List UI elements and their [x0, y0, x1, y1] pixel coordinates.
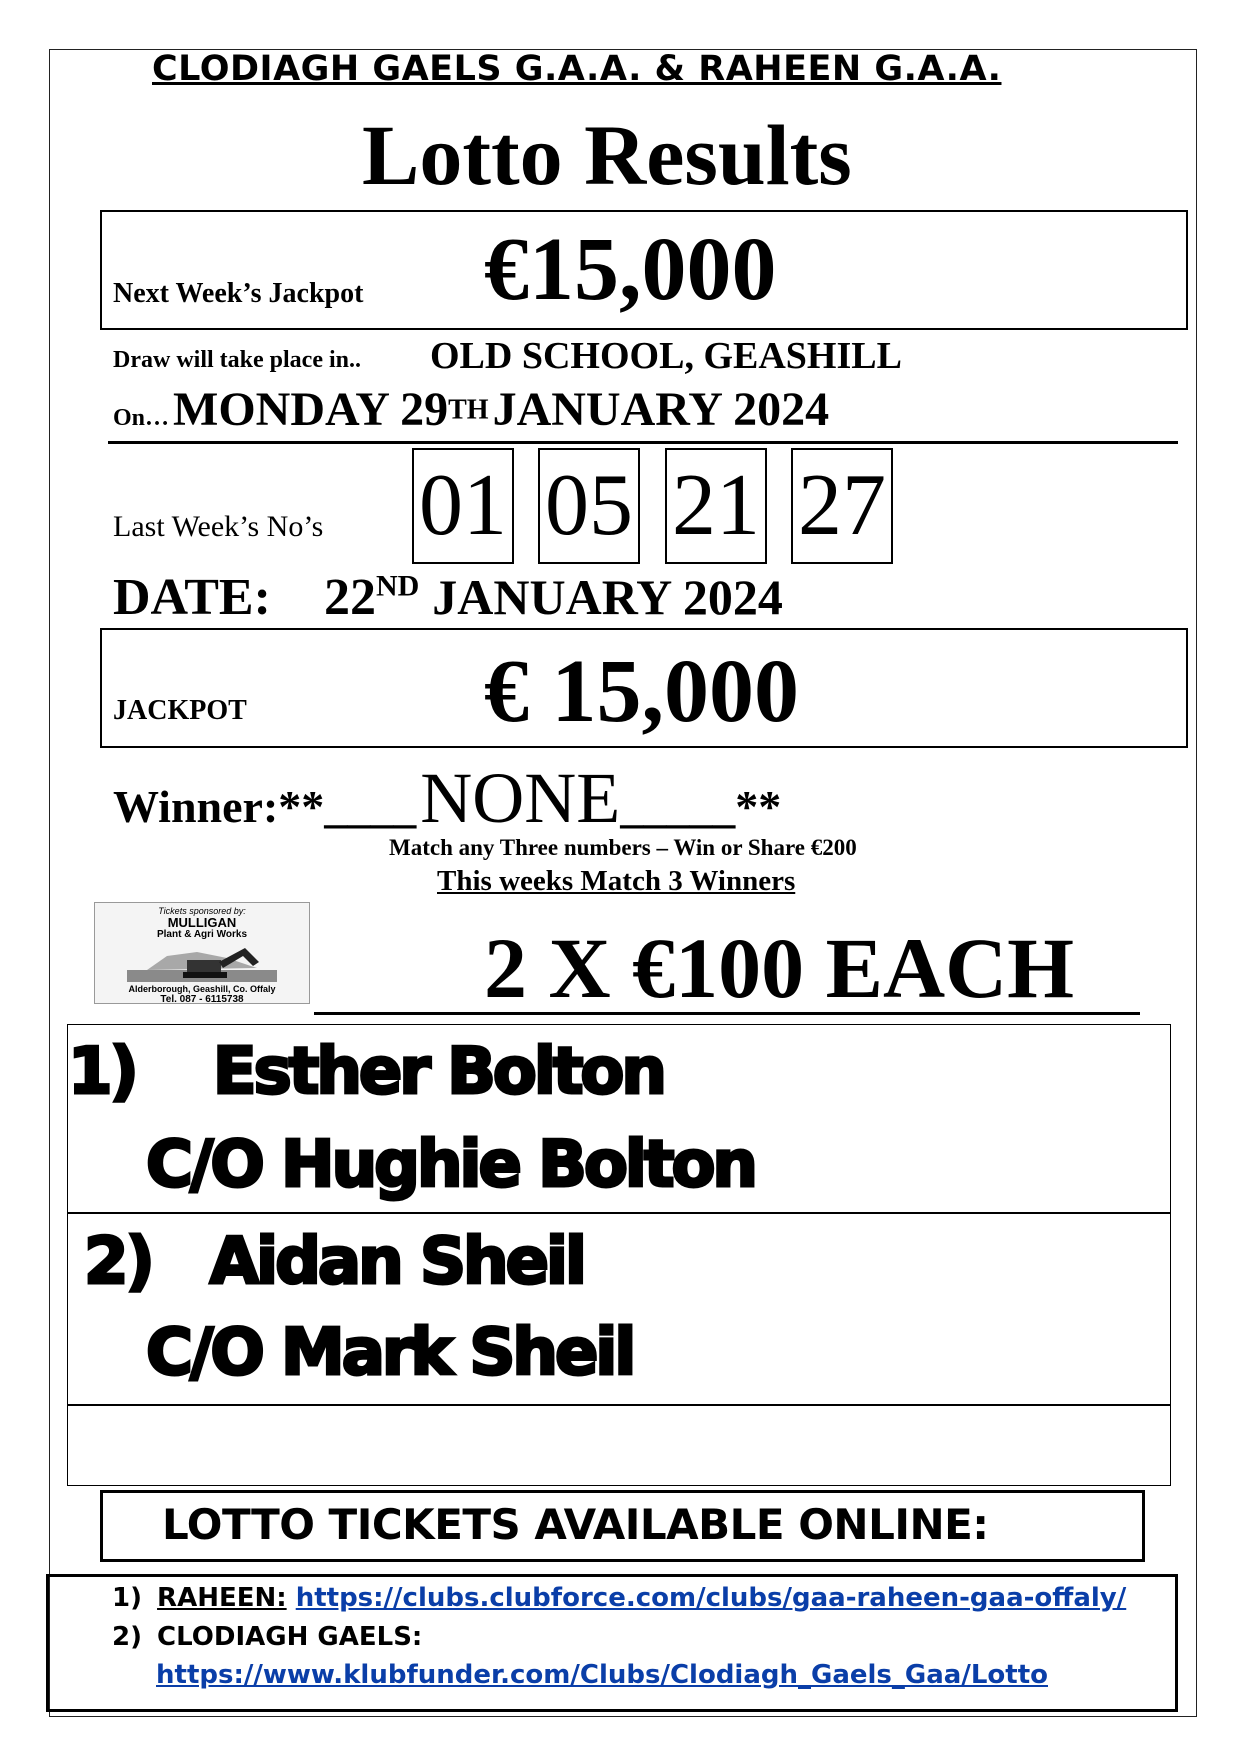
last-draw-date: [113, 568, 783, 627]
sponsor-phone: Tel. 087 - 6115738: [160, 994, 244, 1004]
sponsor-name: MULLIGAN: [167, 915, 237, 930]
on-label: On…: [113, 405, 170, 431]
drawn-number-1: 01: [412, 448, 514, 564]
winners-row-divider-2: [67, 1404, 1171, 1406]
online-item-2-club: CLODIAGH GAELS:: [157, 1622, 423, 1652]
winner-end: **: [735, 781, 782, 832]
next-jackpot-label: Next Week’s Jackpot: [113, 278, 364, 309]
date-day: 22: [323, 569, 376, 626]
date-label: DATE:: [113, 569, 271, 626]
sponsor-top: Tickets sponsored by:: [158, 906, 246, 916]
winner-2-contact: C/O Mark Sheil: [146, 1316, 634, 1390]
last-jackpot-amount: € 15,000: [484, 642, 799, 741]
excavator-icon: [127, 942, 277, 982]
winner-1-name: 1) Esther Bolton: [68, 1035, 664, 1109]
winners-row-divider-1: [67, 1212, 1171, 1214]
venue: OLD SCHOOL, GEASHILL: [430, 335, 902, 377]
match3-rule: Match any Three numbers – Win or Share €200: [389, 835, 857, 860]
date-rest: JANUARY 2024: [432, 569, 783, 625]
clodiagh-link[interactable]: https://www.klubfunder.com/Clubs/Clodiagh_Gaels_Gaa/Lotto: [156, 1660, 1048, 1690]
divider: [108, 441, 1178, 444]
last-week-label: Last Week’s No’s: [113, 510, 324, 543]
online-heading: LOTTO TICKETS AVAILABLE ONLINE:: [162, 1500, 989, 1549]
draw-date-day: MONDAY 29: [173, 383, 449, 436]
online-item-1-club: RAHEEN:: [157, 1583, 287, 1613]
winner-blank-left: ____: [324, 781, 417, 832]
next-jackpot-amount: €15,000: [484, 220, 777, 319]
sponsor-logo: [94, 902, 310, 1004]
raheen-link[interactable]: https://clubs.clubforce.com/clubs/gaa-raheen-gaa-offaly/: [295, 1583, 1127, 1613]
online-item-1-num: 1): [112, 1583, 142, 1613]
venue-label: Draw will take place in..: [113, 347, 361, 373]
winner-label: Winner:**: [113, 781, 325, 832]
sponsor-sub: Plant & Agri Works: [156, 929, 247, 940]
drawn-number-2: 05: [538, 448, 640, 564]
draw-date: [113, 382, 829, 437]
drawn-number-3: 21: [665, 448, 767, 564]
winner-value: NONE: [420, 758, 621, 838]
draw-date-suffix: TH: [448, 394, 489, 426]
date-suffix: ND: [375, 569, 420, 603]
winner-2-name: 2) Aidan Sheil: [84, 1225, 584, 1299]
winner-blank-right: _____: [620, 781, 736, 832]
online-item-1: [112, 1583, 1126, 1613]
winner-line: [113, 757, 781, 840]
online-item-2-num: 2): [112, 1622, 142, 1652]
clubs-heading: CLODIAGH GAELS G.A.A. & RAHEEN G.A.A.: [152, 49, 1002, 89]
match3-prize: 2 X €100 EACH: [484, 920, 1075, 1016]
online-item-2: [112, 1622, 422, 1652]
sponsor-address: Alderborough, Geashill, Co. Offaly: [128, 984, 276, 994]
drawn-number-4: 27: [791, 448, 893, 564]
winner-1-contact: C/O Hughie Bolton: [146, 1128, 755, 1202]
match3-heading: This weeks Match 3 Winners: [437, 865, 796, 897]
draw-date-rest: JANUARY 2024: [492, 383, 830, 436]
last-jackpot-label: JACKPOT: [113, 695, 247, 726]
page-title: Lotto Results: [362, 107, 852, 203]
